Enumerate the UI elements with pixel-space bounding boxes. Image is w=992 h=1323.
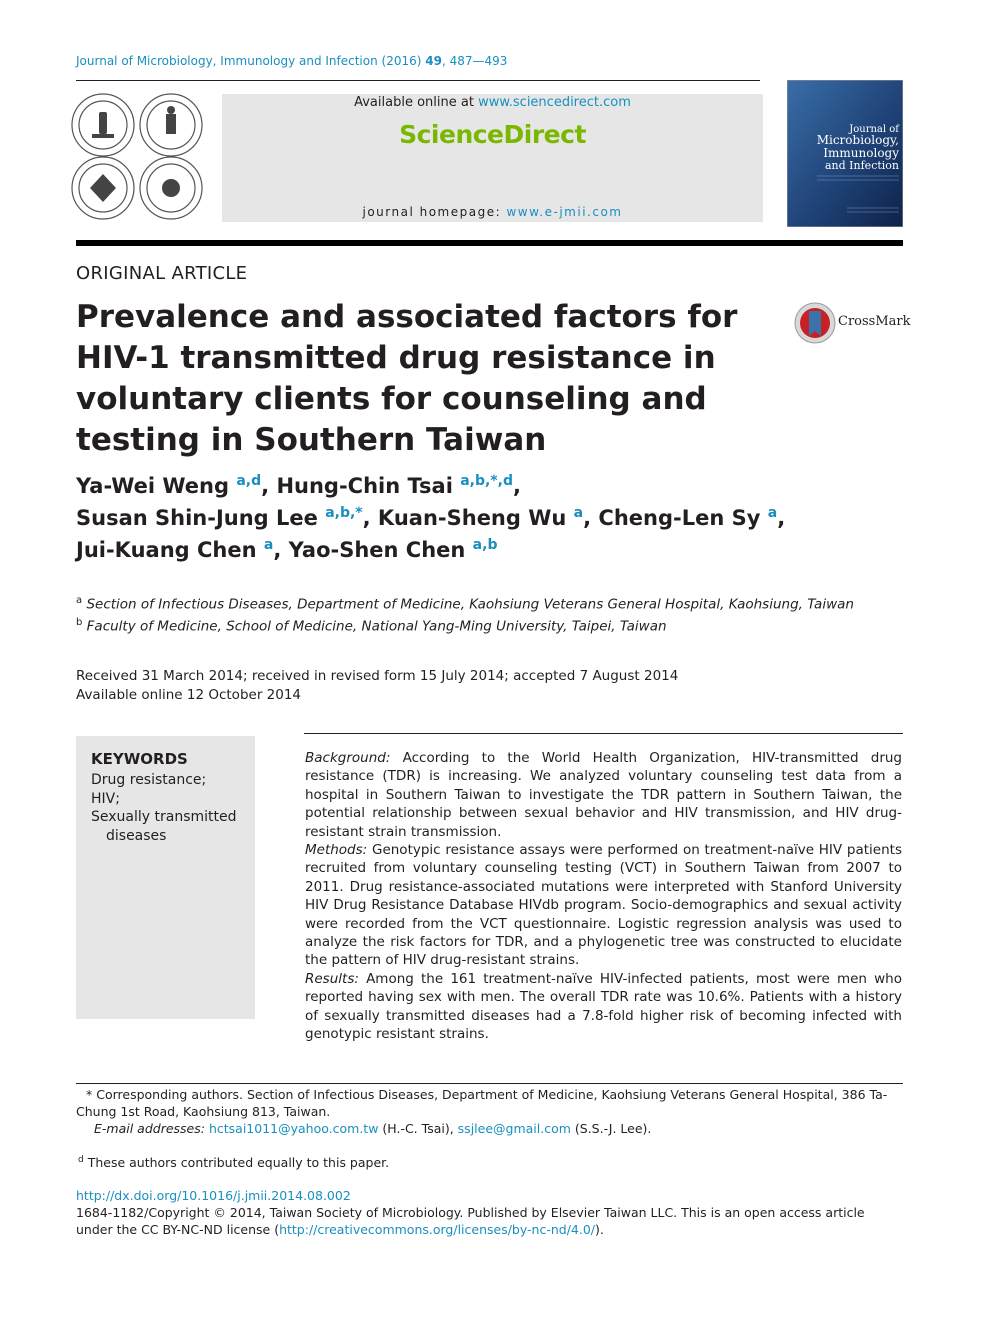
publisher-header-box — [222, 94, 763, 222]
cover-title-line2: Microbiology, — [816, 133, 899, 147]
journal-cover-image — [787, 80, 903, 227]
abstract-methods: Methods: Genotypic resistance assays were performed on treatment-naïve HIV patients recruited from voluntary counseling testing (VCT) in Southern Taiwan from 2007 to 2011. Drug resistance-associated mutations were interpreted with Stanford University HIV Drug Resistance Database HIVdb program. Socio-demographics and sexual activity were recorded from the VCT questionnaire. Logistic regression analysis was used to analyze the risk factors for TDR, and a phylogenetic tree was constructed to elucidate the pattern of HIV drug-resistant strains. — [305, 842, 902, 969]
keyword: Drug resistance; — [91, 772, 207, 788]
author-affiliation-marker[interactable]: a — [263, 537, 274, 553]
author[interactable]: Kuan-Sheng Wu $^a$ — [377, 505, 584, 530]
author-list: Ya-Wei Weng $^{a,d}$, Hung-Chin Tsai $^{a,b,*,d}$, Susan Shin-Jung Lee $^{a,b,*}$, Kuan-Sheng Wu $^a$, Cheng-Len Sy $^a$, Jui-Kuang Chen $^a$, Yao-Shen Chen $^{a,b}$ — [76, 473, 786, 562]
affiliation-b: $^b$ Faculty of Medicine, School of Medicine, National Yang-Ming University, Taipei, Taiwan — [76, 617, 667, 635]
abstract-rule — [304, 733, 903, 734]
journal-homepage-link[interactable]: www.e-jmii.com — [506, 205, 623, 219]
article-history — [76, 667, 896, 704]
journal-volume: 49 — [425, 54, 442, 68]
masthead-rule — [76, 240, 903, 246]
crossmark-label: CrossMark — [838, 314, 911, 329]
footnote-rule — [76, 1083, 903, 1084]
keyword-continuation: diseases — [106, 827, 167, 844]
abstract-background: Background: According to the World Health Organization, HIV-transmitted drug resistance (TDR) is increasing. We analyzed voluntary counseling test data from a hospital in Southern Taiwan to investigate the TDR pattern in Southern Taiwan, the potential relationship between sexual behavior and HIV transmission, and HIV drug-resistant strain transmission. — [305, 750, 902, 840]
journal-reference — [76, 54, 507, 68]
crossmark-icon — [794, 302, 838, 344]
keywords-heading: KEYWORDS — [91, 750, 188, 768]
author[interactable]: Susan Shin-Jung Lee $^{a,b,*}$ — [76, 505, 363, 530]
author-affiliation-marker[interactable]: a,d — [236, 473, 262, 489]
journal-homepage-line — [222, 205, 763, 219]
keywords-list — [91, 771, 251, 845]
author[interactable]: Ya-Wei Weng $^{a,d}$ — [76, 473, 262, 498]
author-affiliation-marker[interactable]: a,b,*,d — [460, 473, 513, 489]
author[interactable]: Hung-Chin Tsai $^{a,b,*,d}$ — [276, 473, 513, 498]
sciencedirect-brand: ScienceDirect — [399, 120, 586, 149]
available-online-line — [222, 95, 763, 110]
author[interactable]: Yao-Shen Chen $^{a,b}$ — [288, 537, 498, 562]
license-link[interactable]: http://creativecommons.org/licenses/by-nc-nd/4.0/ — [279, 1222, 596, 1237]
author-affiliation-marker[interactable]: a,b — [472, 537, 498, 553]
author-affiliation-marker[interactable]: a — [767, 505, 778, 521]
keyword: Sexually transmitted — [91, 809, 237, 825]
cover-title-line3: Immunology — [823, 146, 899, 160]
author[interactable]: Cheng-Len Sy $^a$ — [598, 505, 778, 530]
online-date: Available online 12 October 2014 — [76, 686, 302, 703]
copyright-notice: 1684-1182/Copyright © 2014, Taiwan Society of Microbiology. Published by Elsevier Taiwan LLC. This is an open access article under the CC BY-NC-ND license (http://creativecommons.org/licenses/by-nc-nd/4.0/). — [76, 1205, 865, 1237]
cover-title-line4: and Infection — [825, 159, 899, 172]
equal-contribution-footnote: $^d$ These authors contributed equally to this paper. — [78, 1155, 390, 1171]
header-rule — [76, 80, 760, 81]
affiliation-a: $^a$ Section of Infectious Diseases, Department of Medicine, Kaohsiung Veterans General Hospital, Kaohsiung, Taiwan — [76, 595, 854, 613]
corresponding-author-footnote — [76, 1086, 903, 1137]
sciencedirect-link[interactable]: www.sciencedirect.com — [478, 95, 631, 110]
available-prefix: Available online at — [354, 95, 479, 110]
article-type-label: ORIGINAL ARTICLE — [76, 263, 248, 284]
received-dates: Received 31 March 2014; received in revised form 15 July 2014; accepted 7 August 2014 — [76, 668, 679, 684]
journal-name: Journal of Microbiology, Immunology and Infection (2016) — [76, 54, 422, 68]
abstract-results: Results: Among the 161 treatment-naïve HIV-infected patients, most were men who reported having sex with men. The overall TDR rate was 10.6%. Patients with a history of sexually transmitted diseases had a 7.8-fold higher risk of becoming infected with genotypic resistant strains. — [305, 970, 902, 1043]
doi-link[interactable]: http://dx.doi.org/10.1016/j.jmii.2014.08.002 — [76, 1188, 351, 1203]
society-seals-logo — [70, 92, 210, 222]
homepage-prefix: journal homepage: — [362, 205, 507, 219]
abstract — [305, 749, 902, 1044]
author-affiliation-marker[interactable]: a — [573, 505, 584, 521]
journal-pages: , 487—493 — [441, 54, 508, 68]
corresponding-text: * Corresponding authors. Section of Infectious Diseases, Department of Medicine, Kaohsiung Veterans General Hospital, 386 Ta-Chung 1st Road, Kaohsiung 813, Taiwan. — [76, 1087, 888, 1119]
affiliations — [76, 592, 896, 636]
crossmark-badge[interactable] — [794, 302, 911, 344]
article-title: Prevalence and associated factors for HIV-1 transmitted drug resistance in voluntary clients for counseling and testing in Southern Taiwan — [76, 299, 738, 458]
author[interactable]: Jui-Kuang Chen $^a$ — [76, 537, 274, 562]
email-line: E-mail addresses: hctsai1011@yahoo.com.tw (H.-C. Tsai), ssjlee@gmail.com (S.S.-J. Lee). — [94, 1121, 652, 1136]
email-link[interactable]: ssjlee@gmail.com — [457, 1121, 571, 1136]
cover-title-line1: Journal of — [849, 124, 899, 135]
email-link[interactable]: hctsai1011@yahoo.com.tw — [208, 1121, 379, 1136]
keyword: HIV; — [91, 790, 120, 807]
author-affiliation-marker[interactable]: a,b,* — [325, 505, 363, 521]
